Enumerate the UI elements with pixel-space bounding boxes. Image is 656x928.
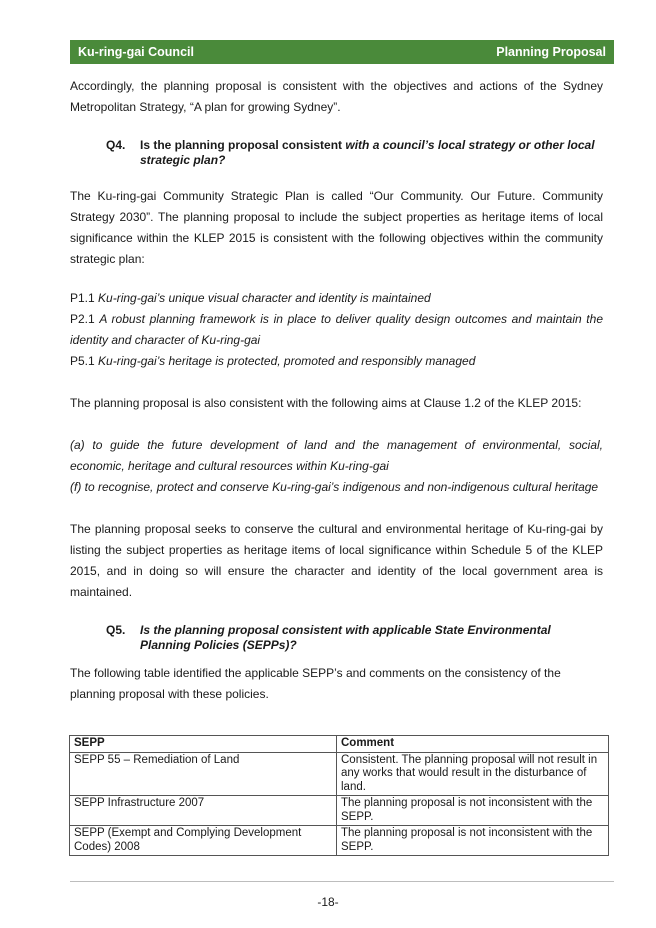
- table-cell-comment: The planning proposal is not inconsistent with the SEPP.: [337, 796, 609, 826]
- q4-number: Q4.: [106, 138, 126, 152]
- table-cell-comment: The planning proposal is not inconsistent with the SEPP.: [337, 826, 609, 856]
- objective-code: P1.1: [70, 291, 99, 305]
- q4-heading-italic: with a council’s local strategy or other local strategic plan?: [140, 138, 595, 167]
- header-document-type: Planning Proposal: [496, 45, 606, 59]
- objective-text: A robust planning framework is in place to deliver quality design outcomes and maintain the identity and character of Ku-ring-gai: [70, 312, 603, 347]
- list-item: [70, 477, 603, 498]
- q4-heading-lead: Is the planning proposal consistent: [140, 138, 346, 152]
- sepp-table: [69, 735, 609, 856]
- objective-text: Ku-ring-gai’s heritage is protected, promoted and responsibly managed: [98, 354, 476, 368]
- question-q4: [106, 138, 603, 168]
- header-council-name: Ku-ring-gai Council: [78, 45, 194, 59]
- list-item: [70, 351, 603, 372]
- objective-text: Ku-ring-gai’s unique visual character and identity is maintained: [98, 291, 431, 305]
- table-intro-paragraph: The following table identified the applicable SEPP’s and comments on the consistency of the planning proposal with these policies.: [70, 666, 561, 701]
- q5-number: Q5.: [106, 623, 126, 637]
- page-number: -18-: [317, 895, 339, 909]
- aim-text: (a) to guide the future development of land and the management of environmental, social, economic, heritage and cultural resources within Ku-ring-gai: [70, 438, 603, 473]
- table-header-row: [70, 736, 609, 753]
- aims-list: [70, 435, 603, 498]
- table-row: [70, 796, 609, 826]
- list-item: [70, 288, 603, 309]
- table-cell-sepp: SEPP (Exempt and Complying Development Codes) 2008: [70, 826, 337, 856]
- objective-code: P2.1: [70, 312, 100, 326]
- aims-intro-paragraph: The planning proposal is also consistent with the following aims at Clause 1.2 of the KLEP 2015:: [70, 396, 582, 410]
- q5-heading: Is the planning proposal consistent with applicable State Environmental Planning Policies (SEPPs)?: [140, 623, 551, 652]
- q4-heading: [140, 138, 603, 168]
- conserve-paragraph: The planning proposal seeks to conserve the cultural and environmental heritage of Ku-ring-gai by listing the subject properties as heritage items of local significance within Schedule 5 of the KLEP 2015, and in doing so will ensure the character and identity of the local government area is maintained.: [70, 522, 603, 599]
- page-header: [70, 40, 614, 64]
- list-item: [70, 309, 603, 351]
- table-cell-comment: Consistent. The planning proposal will not result in any works that would result in the disturbance of land.: [337, 752, 609, 796]
- table-cell-sepp: SEPP 55 – Remediation of Land: [70, 752, 337, 796]
- list-item: [70, 435, 603, 477]
- table-cell-sepp: SEPP Infrastructure 2007: [70, 796, 337, 826]
- aim-text: (f) to recognise, protect and conserve Ku-ring-gai’s indigenous and non-indigenous cultural heritage: [70, 480, 599, 494]
- table-row: [70, 752, 609, 796]
- table-header-sepp: SEPP: [70, 736, 337, 753]
- table-header-comment: Comment: [337, 736, 609, 753]
- table-row: [70, 826, 609, 856]
- q4-body-paragraph: The Ku-ring-gai Community Strategic Plan is called “Our Community. Our Future. Community Strategy 2030”. The planning proposal to include the subject properties as heritage items of local significance within the KLEP 2015 is consistent with the following objectives within the community strategic plan:: [70, 189, 603, 266]
- objective-code: P5.1: [70, 354, 99, 368]
- intro-paragraph: Accordingly, the planning proposal is consistent with the objectives and actions of the Sydney Metropolitan Strategy, “A plan for growing Sydney”.: [70, 79, 603, 114]
- footer-divider: [70, 881, 614, 882]
- objectives-list: [70, 288, 603, 372]
- page-content: [70, 76, 603, 705]
- question-q5: [106, 623, 603, 653]
